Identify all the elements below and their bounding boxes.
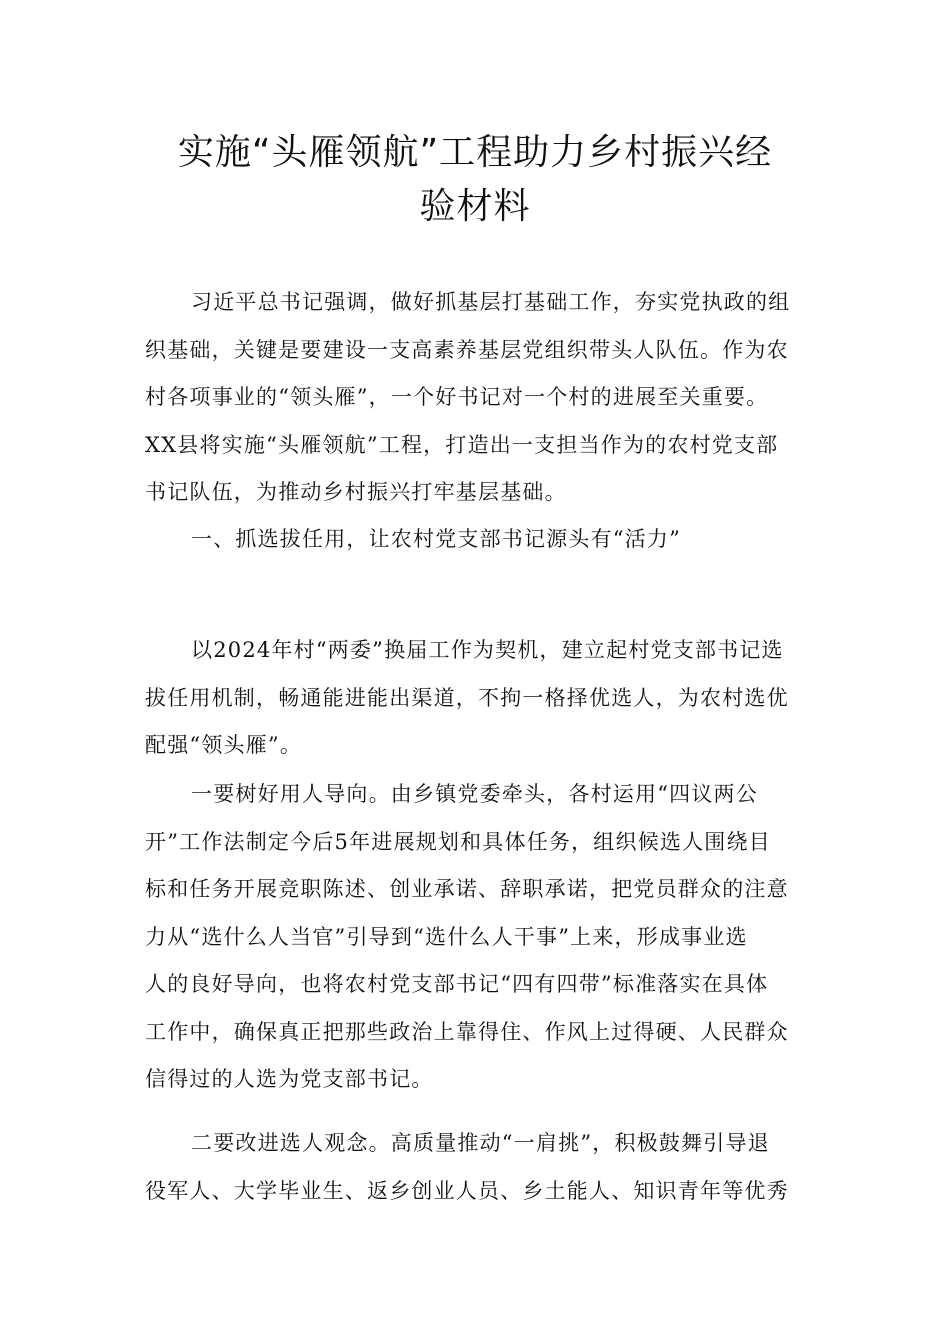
- text-line: XX县将实施“头雁领航”工程，打造出一支担当作为的农村党支部: [145, 432, 779, 457]
- title-line: 验材料: [419, 186, 531, 227]
- text-line: 力从“选什么人当官”引导到“选什么人干事”上来，形成事业选: [145, 924, 748, 949]
- text-line: 拔任用机制，畅通能进能出渠道，不拘一格择优选人，为农村选优: [145, 685, 789, 710]
- text-line: 人的良好导向，也将农村党支部书记“四有四带”标准落实在具体: [145, 972, 769, 996]
- text-line: 信得过的人选为党支部书记。: [145, 1067, 434, 1091]
- text-line: 一要树好用人导向。由乡镇党委牵头，各村运用“四议两公: [191, 782, 758, 806]
- title-line: 实施“头雁领航”工程助力乡村振兴经: [177, 132, 773, 173]
- text-line: 织基础，关键是要建设一支高素养基层党组织带头人队伍。作为农: [145, 337, 789, 362]
- text-line: 开”工作法制定今后5年进展规划和具体任务，组织候选人围绕目: [145, 829, 771, 854]
- paragraph-election: [145, 627, 810, 770]
- text-line: 标和任务开展竞职陈述、创业承诺、辞职承诺，把党员群众的注意: [145, 877, 789, 901]
- document-title: [120, 126, 830, 234]
- text-line: 工作中，确保真正把那些政治上靠得住、作风上过得硬、人民群众: [145, 1019, 789, 1044]
- text-line: 村各项事业的“领头雁”，一个好书记对一个村的进展至关重要。: [145, 385, 769, 409]
- text-line: 二要改进选人观念。高质量推动“一肩挑”，积极鼓舞引导退: [191, 1131, 770, 1155]
- heading-line: 一、抓选拔任用，让农村党支部书记源头有“活力”: [191, 527, 682, 551]
- paragraph-guidance: [145, 771, 810, 1104]
- section-heading-1: [145, 516, 810, 564]
- text-line: 配强“领头雁”。: [145, 733, 303, 757]
- text-line: 以2024年村“两委”换届工作为契机，建立起村党支部书记选: [191, 638, 784, 662]
- text-line: 习近平总书记强调，做好抓基层打基础工作，夯实党执政的组: [191, 290, 791, 314]
- paragraph-intro: [145, 279, 810, 517]
- text-line: 役军人、大学毕业生、返乡创业人员、乡土能人、知识青年等优秀: [145, 1178, 789, 1203]
- text-line: 书记队伍，为推动乡村振兴打牢基层基础。: [145, 480, 567, 504]
- paragraph-concept: [145, 1120, 810, 1215]
